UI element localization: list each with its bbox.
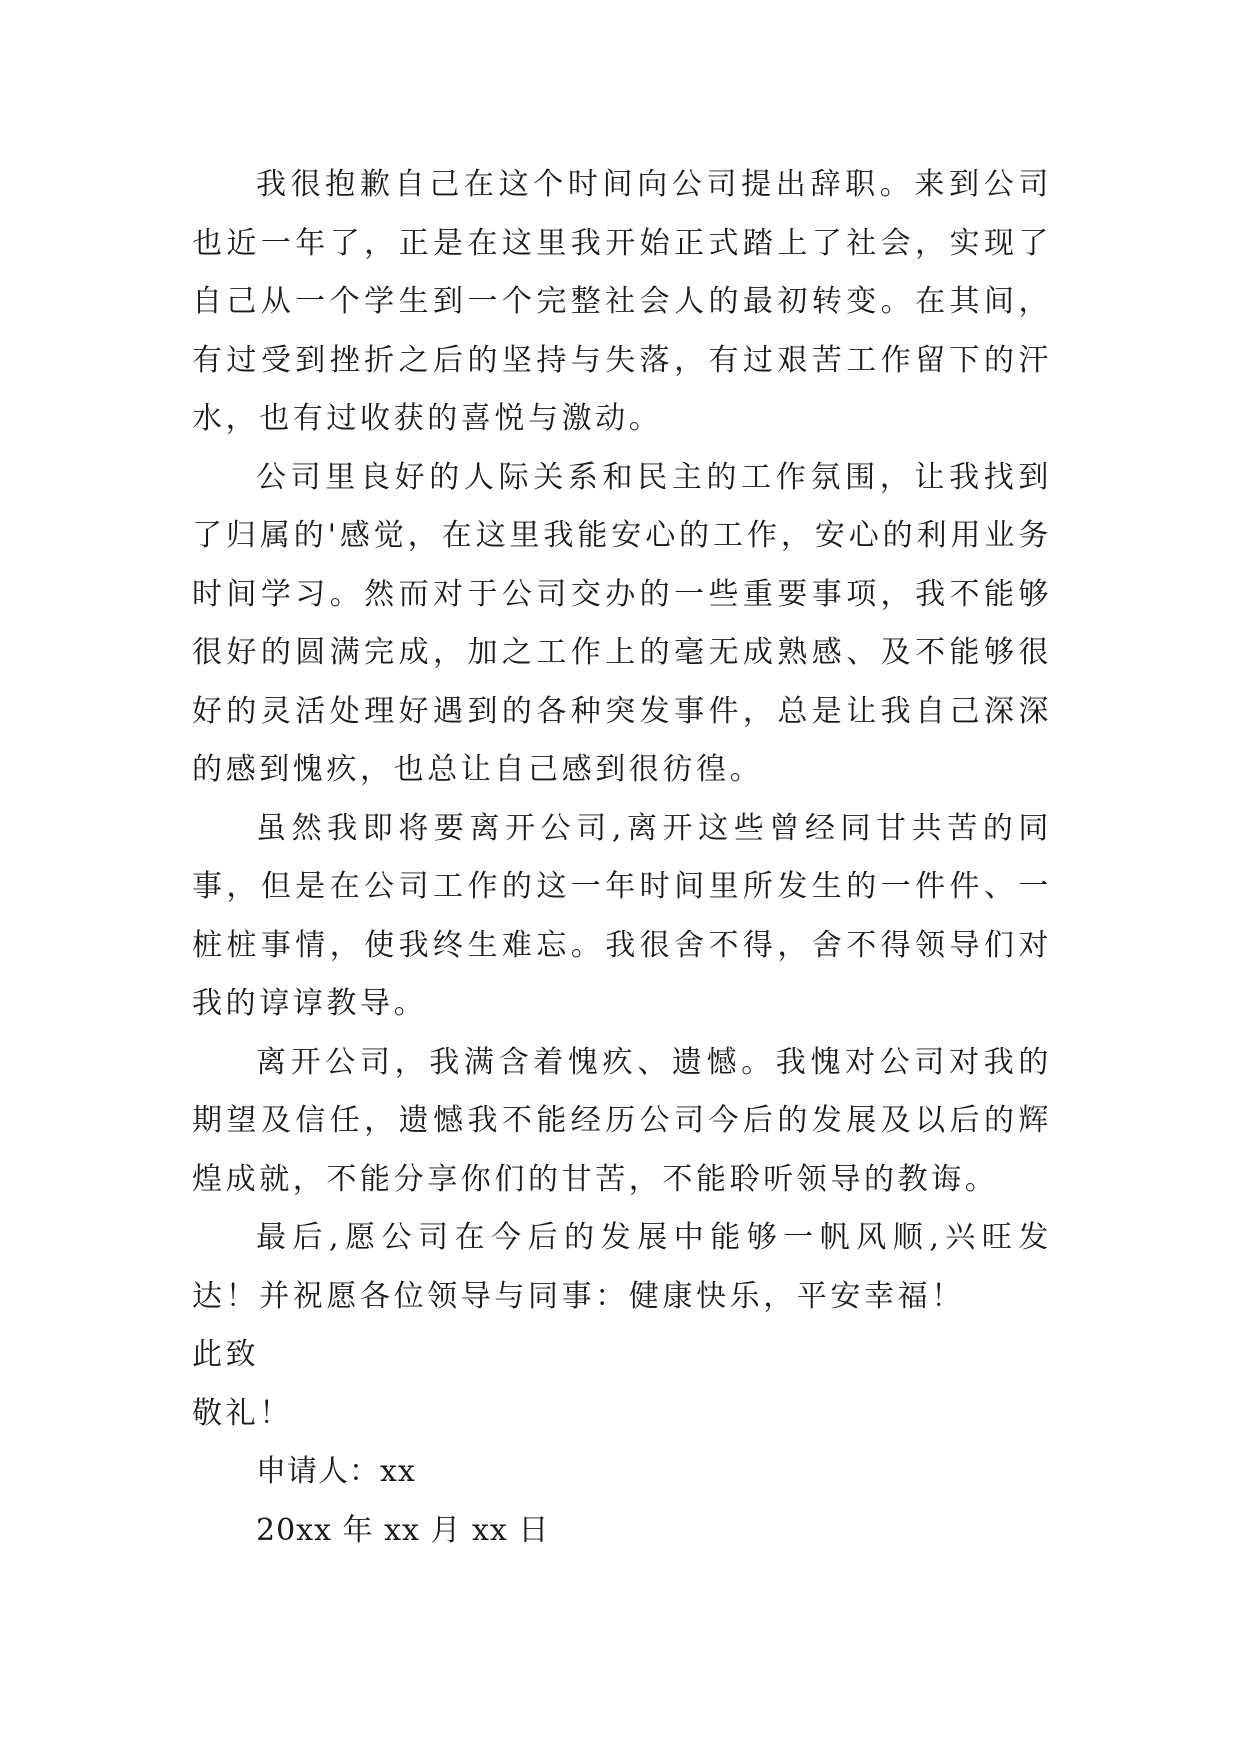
letter-body (192, 156, 1052, 1560)
paragraph-regret: 离开公司，我满含着愧疚、遗憾。我愧对公司对我的期望及信任，遗憾我不能经历公司今后的发展及以后的辉煌成就，不能分享你们的甘苦，不能聆听领导的教诲。 (192, 1044, 1052, 1197)
closing-regards: 敬礼！ (192, 1395, 293, 1431)
letter-date: 20xx 年 xx 月 xx 日 (256, 1512, 550, 1548)
paragraph-work-atmosphere: 公司里良好的人际关系和民主的工作氛围，让我找到了归属的'感觉，在这里我能安心的工作，安心的利用业务时间学习。然而对于公司交办的一些重要事项，我不能够很好的圆满完成，加之工作上的毫无成熟感、及不能够很好的灵活处理好遇到的各种突发事件，总是让我自己深深的感到愧疚，也总让自己感到很彷徨。 (192, 459, 1052, 787)
paragraph-colleagues: 虽然我即将要离开公司,离开这些曾经同甘共苦的同事，但是在公司工作的这一年时间里所发生的一件件、一桩桩事情，使我终生难忘。我很舍不得，舍不得领导们对我的谆谆教导。 (192, 810, 1052, 1021)
paragraph-wishes: 最后,愿公司在今后的发展中能够一帆风顺,兴旺发达！并祝愿各位领导与同事：健康快乐，平安幸福！ (192, 1220, 1052, 1314)
paragraph-apology: 我很抱歉自己在这个时间向公司提出辞职。来到公司也近一年了，正是在这里我开始正式踏上了社会，实现了自己从一个学生到一个完整社会人的最初转变。在其间，有过受到挫折之后的坚持与失落，有过艰苦工作留下的汗水，也有过收获的喜悦与激动。 (192, 167, 1052, 436)
closing-salutation: 此致 (192, 1337, 260, 1372)
applicant-signature: 申请人：xx (256, 1454, 416, 1489)
